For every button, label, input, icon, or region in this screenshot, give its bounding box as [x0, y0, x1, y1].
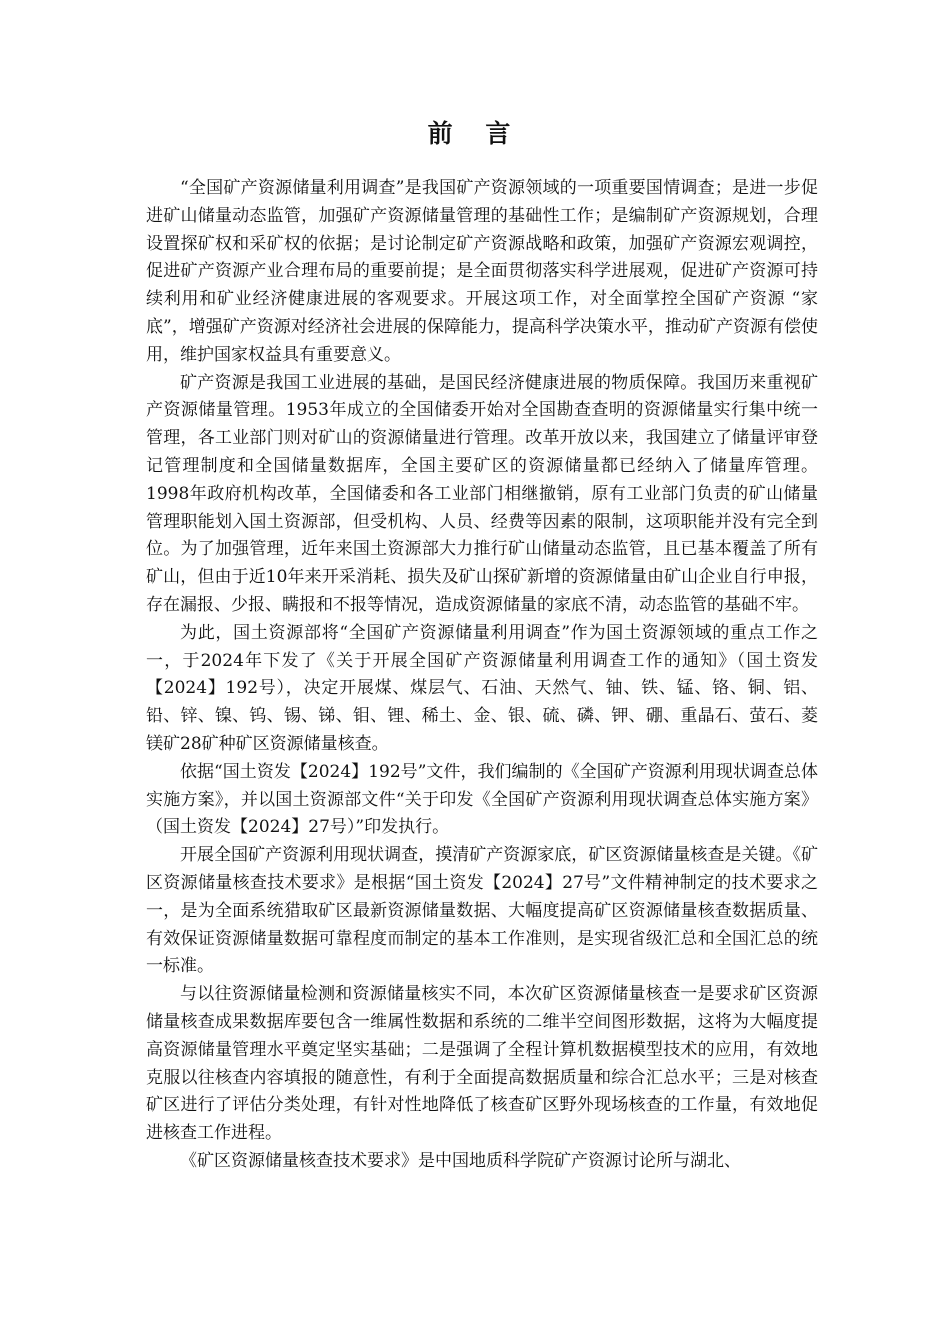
paragraph: “全国矿产资源储量利用调查”是我国矿产资源领域的一项重要国情调查；是进一步促进矿山储量动态监管，加强矿产资源储量管理的基础性工作；是编制矿产资源规划，合理设置探矿权和采矿权的依据；是讨论制定矿产资源战略和政策，加强矿产资源宏观调控，促进矿产资源产业合理布局的重要前提；是全面贯彻落实科学进展观，促进矿产资源可持续利用和矿业经济健康进展的客观要求。开展这项工作，对全面掌控全国矿产资源 “家底”，增强矿产资源对经济社会进展的保障能力，提高科学决策水平，推动矿产资源有偿使用，维护国家权益具有重要意义。	[146, 178, 818, 365]
paragraph: 依据“国土资发【2024】192号”文件，我们编制的《全国矿产资源利用现状调查总体实施方案》，并以国土资源部文件“关于印发《全国矿产资源利用现状调查总体实施方案》（国土资发【2024】27号）”印发执行。	[146, 761, 818, 838]
page-title: 前 言	[427, 119, 523, 148]
paragraph: 为此，国土资源部将“全国矿产资源储量利用调查”作为国土资源领域的重点工作之一，于2024年下发了《关于开展全国矿产资源储量利用调查工作的通知》（国土资发【2024】192号），决定开展煤、煤层气、石油、天然气、铀、铁、锰、铬、铜、铝、铅、锌、镍、钨、锡、锑、钼、锂、稀土、金、银、硫、磷、钾、硼、重晶石、萤石、菱镁矿28矿种矿区资源储量核查。	[146, 622, 818, 754]
paragraph: 矿产资源是我国工业进展的基础，是国民经济健康进展的物质保障。我国历来重视矿产资源储量管理。1953年成立的全国储委开始对全国勘查查明的资源储量实行集中统一管理，各工业部门则对矿山的资源储量进行管理。改革开放以来，我国建立了储量评审登记管理制度和全国储量数据库，全国主要矿区的资源储量都已经纳入了储量库管理。1998年政府机构改革，全国储委和各工业部门相继撤销，原有工业部门负责的矿山储量管理职能划入国土资源部，但受机构、人员、经费等因素的限制，这项职能并没有完全到位。为了加强管理，近年来国土资源部大力推行矿山储量动态监管，且已基本覆盖了所有矿山，但由于近10年来开采消耗、损失及矿山探矿新增的资源储量由矿山企业自行申报，存在漏报、少报、瞒报和不报等情况，造成资源储量的家底不清，动态监管的基础不牢。	[146, 372, 818, 615]
paragraph: 与以往资源储量检测和资源储量核实不同，本次矿区资源储量核查一是要求矿区资源储量核查成果数据库要包含一维属性数据和系统的二维半空间图形数据，这将为大幅度提高资源储量管理水平奠定坚实基础；二是强调了全程计算机数据模型技术的应用，有效地克服以往核查内容填报的随意性，有利于全面提高数据质量和综合汇总水平；三是对核查矿区进行了评估分类处理，有针对性地降低了核查矿区野外现场核查的工作量，有效地促进核查工作进程。	[146, 984, 818, 1144]
document-body	[146, 175, 818, 1176]
paragraph: 《矿区资源储量核查技术要求》是中国地质科学院矿产资源讨论所与湖北、	[180, 1150, 741, 1171]
paragraph: 开展全国矿产资源利用现状调查，摸清矿产资源家底，矿区资源储量核查是关键。《矿区资源储量核查技术要求》是根据“国土资发【2024】27号”文件精神制定的技术要求之一，是为全面系统猎取矿区最新资源储量数据、大幅度提高矿区资源储量核查数据质量、有效保证资源储量数据可靠程度而制定的基本工作准则，是实现省级汇总和全国汇总的统一标准。	[146, 845, 818, 977]
